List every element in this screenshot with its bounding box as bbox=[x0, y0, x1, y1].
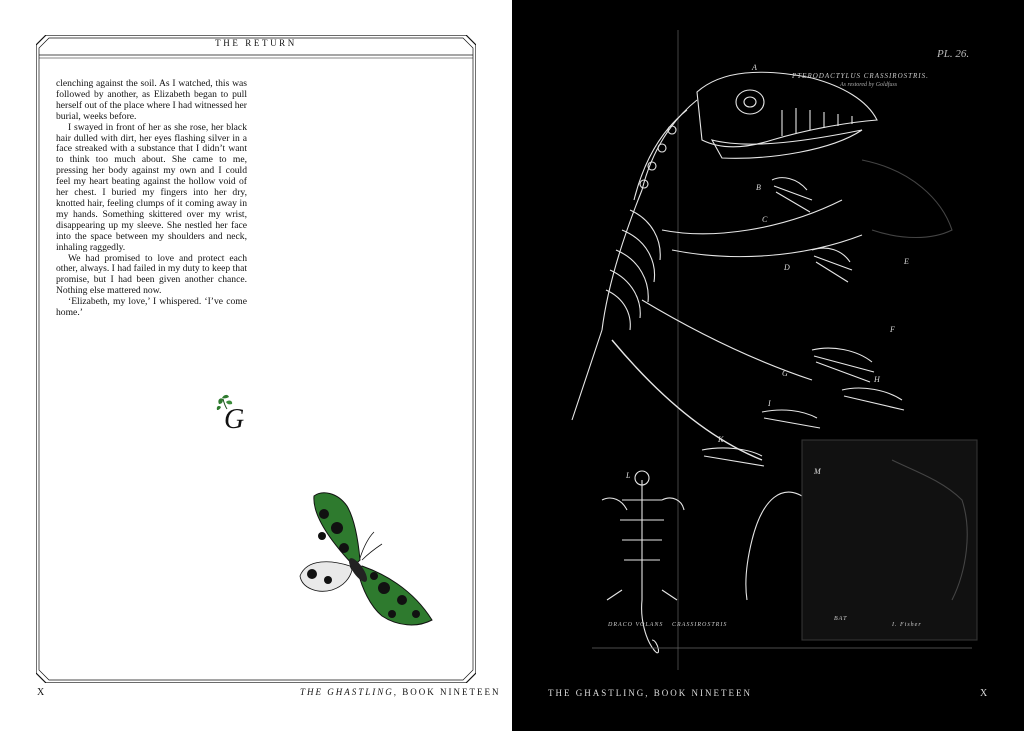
footer-title-rest: , BOOK NINETEEN bbox=[393, 687, 501, 697]
running-header: THE RETURN bbox=[215, 38, 297, 48]
g-initial-icon bbox=[214, 392, 248, 432]
moth-illustration bbox=[292, 488, 437, 638]
page-number-left: X bbox=[37, 687, 45, 698]
paragraph: We had promised to love and protect each other, always. I had failed in my duty to keep that promise, but I had been given another chance. Nothing else mattered now. bbox=[56, 252, 247, 297]
svg-text:E: E bbox=[904, 257, 909, 266]
svg-text:G: G bbox=[782, 369, 788, 378]
svg-text:I: I bbox=[768, 399, 771, 408]
svg-text:CRASSIROSTRIS: CRASSIROSTRIS bbox=[672, 622, 728, 628]
body-text bbox=[56, 79, 247, 319]
plate-caption: PTERODACTYLUS CRASSIROSTRIS. bbox=[792, 72, 929, 80]
svg-text:DRACO VOLANS: DRACO VOLANS bbox=[608, 622, 664, 628]
svg-text:G: G bbox=[224, 404, 245, 432]
svg-text:C: C bbox=[762, 215, 768, 224]
paragraph: I swayed in front of her as she rose, her black hair dulled with dirt, her eyes flashing silver in a face streaked with a substance that I didn’t want to think too much about. She came to me, pressing her body against my own and I could feel my heart beating against the hollow void of her chest. I buried my fingers into her dry, knotted hair, feeling clumps of it coming away in my hands. Something skittered over my wrist, disappearing up my sleeve. She nestled her face into the space between my shoulders and neck, inhaling raggedly. bbox=[56, 121, 247, 253]
right-page bbox=[512, 0, 1024, 731]
running-footer-right bbox=[548, 688, 752, 698]
footer-title-rest: , BOOK NINETEEN bbox=[645, 688, 752, 698]
footer-title-italic: THE GHASTLING bbox=[300, 687, 394, 697]
page-number-right: X bbox=[980, 688, 988, 699]
svg-text:A: A bbox=[752, 63, 757, 72]
svg-text:D: D bbox=[784, 263, 790, 272]
svg-text:B: B bbox=[756, 183, 761, 192]
svg-text:I. Fisher: I. Fisher bbox=[892, 622, 922, 628]
svg-text:K: K bbox=[718, 435, 724, 444]
paragraph: ‘Elizabeth, my love,’ I whispered. ‘I’ve come home.’ bbox=[56, 296, 247, 319]
pterodactyl-plate bbox=[512, 0, 1024, 731]
plate-subcaption: As restored by Goldfuss bbox=[840, 82, 898, 88]
paragraph: clenching against the soil. As I watched, this was followed by another, as Elizabeth began to pull herself out of the place where I had witnessed her burial, weeks before. bbox=[56, 78, 247, 122]
footer-title-italic: THE GHASTLING bbox=[548, 688, 646, 698]
svg-text:M: M bbox=[814, 467, 821, 476]
svg-text:H: H bbox=[874, 375, 880, 384]
svg-text:F: F bbox=[890, 325, 895, 334]
svg-text:BAT: BAT bbox=[834, 616, 848, 622]
running-footer-left bbox=[300, 687, 501, 697]
svg-text:L: L bbox=[626, 471, 631, 480]
plate-number: PL. 26. bbox=[937, 48, 970, 60]
